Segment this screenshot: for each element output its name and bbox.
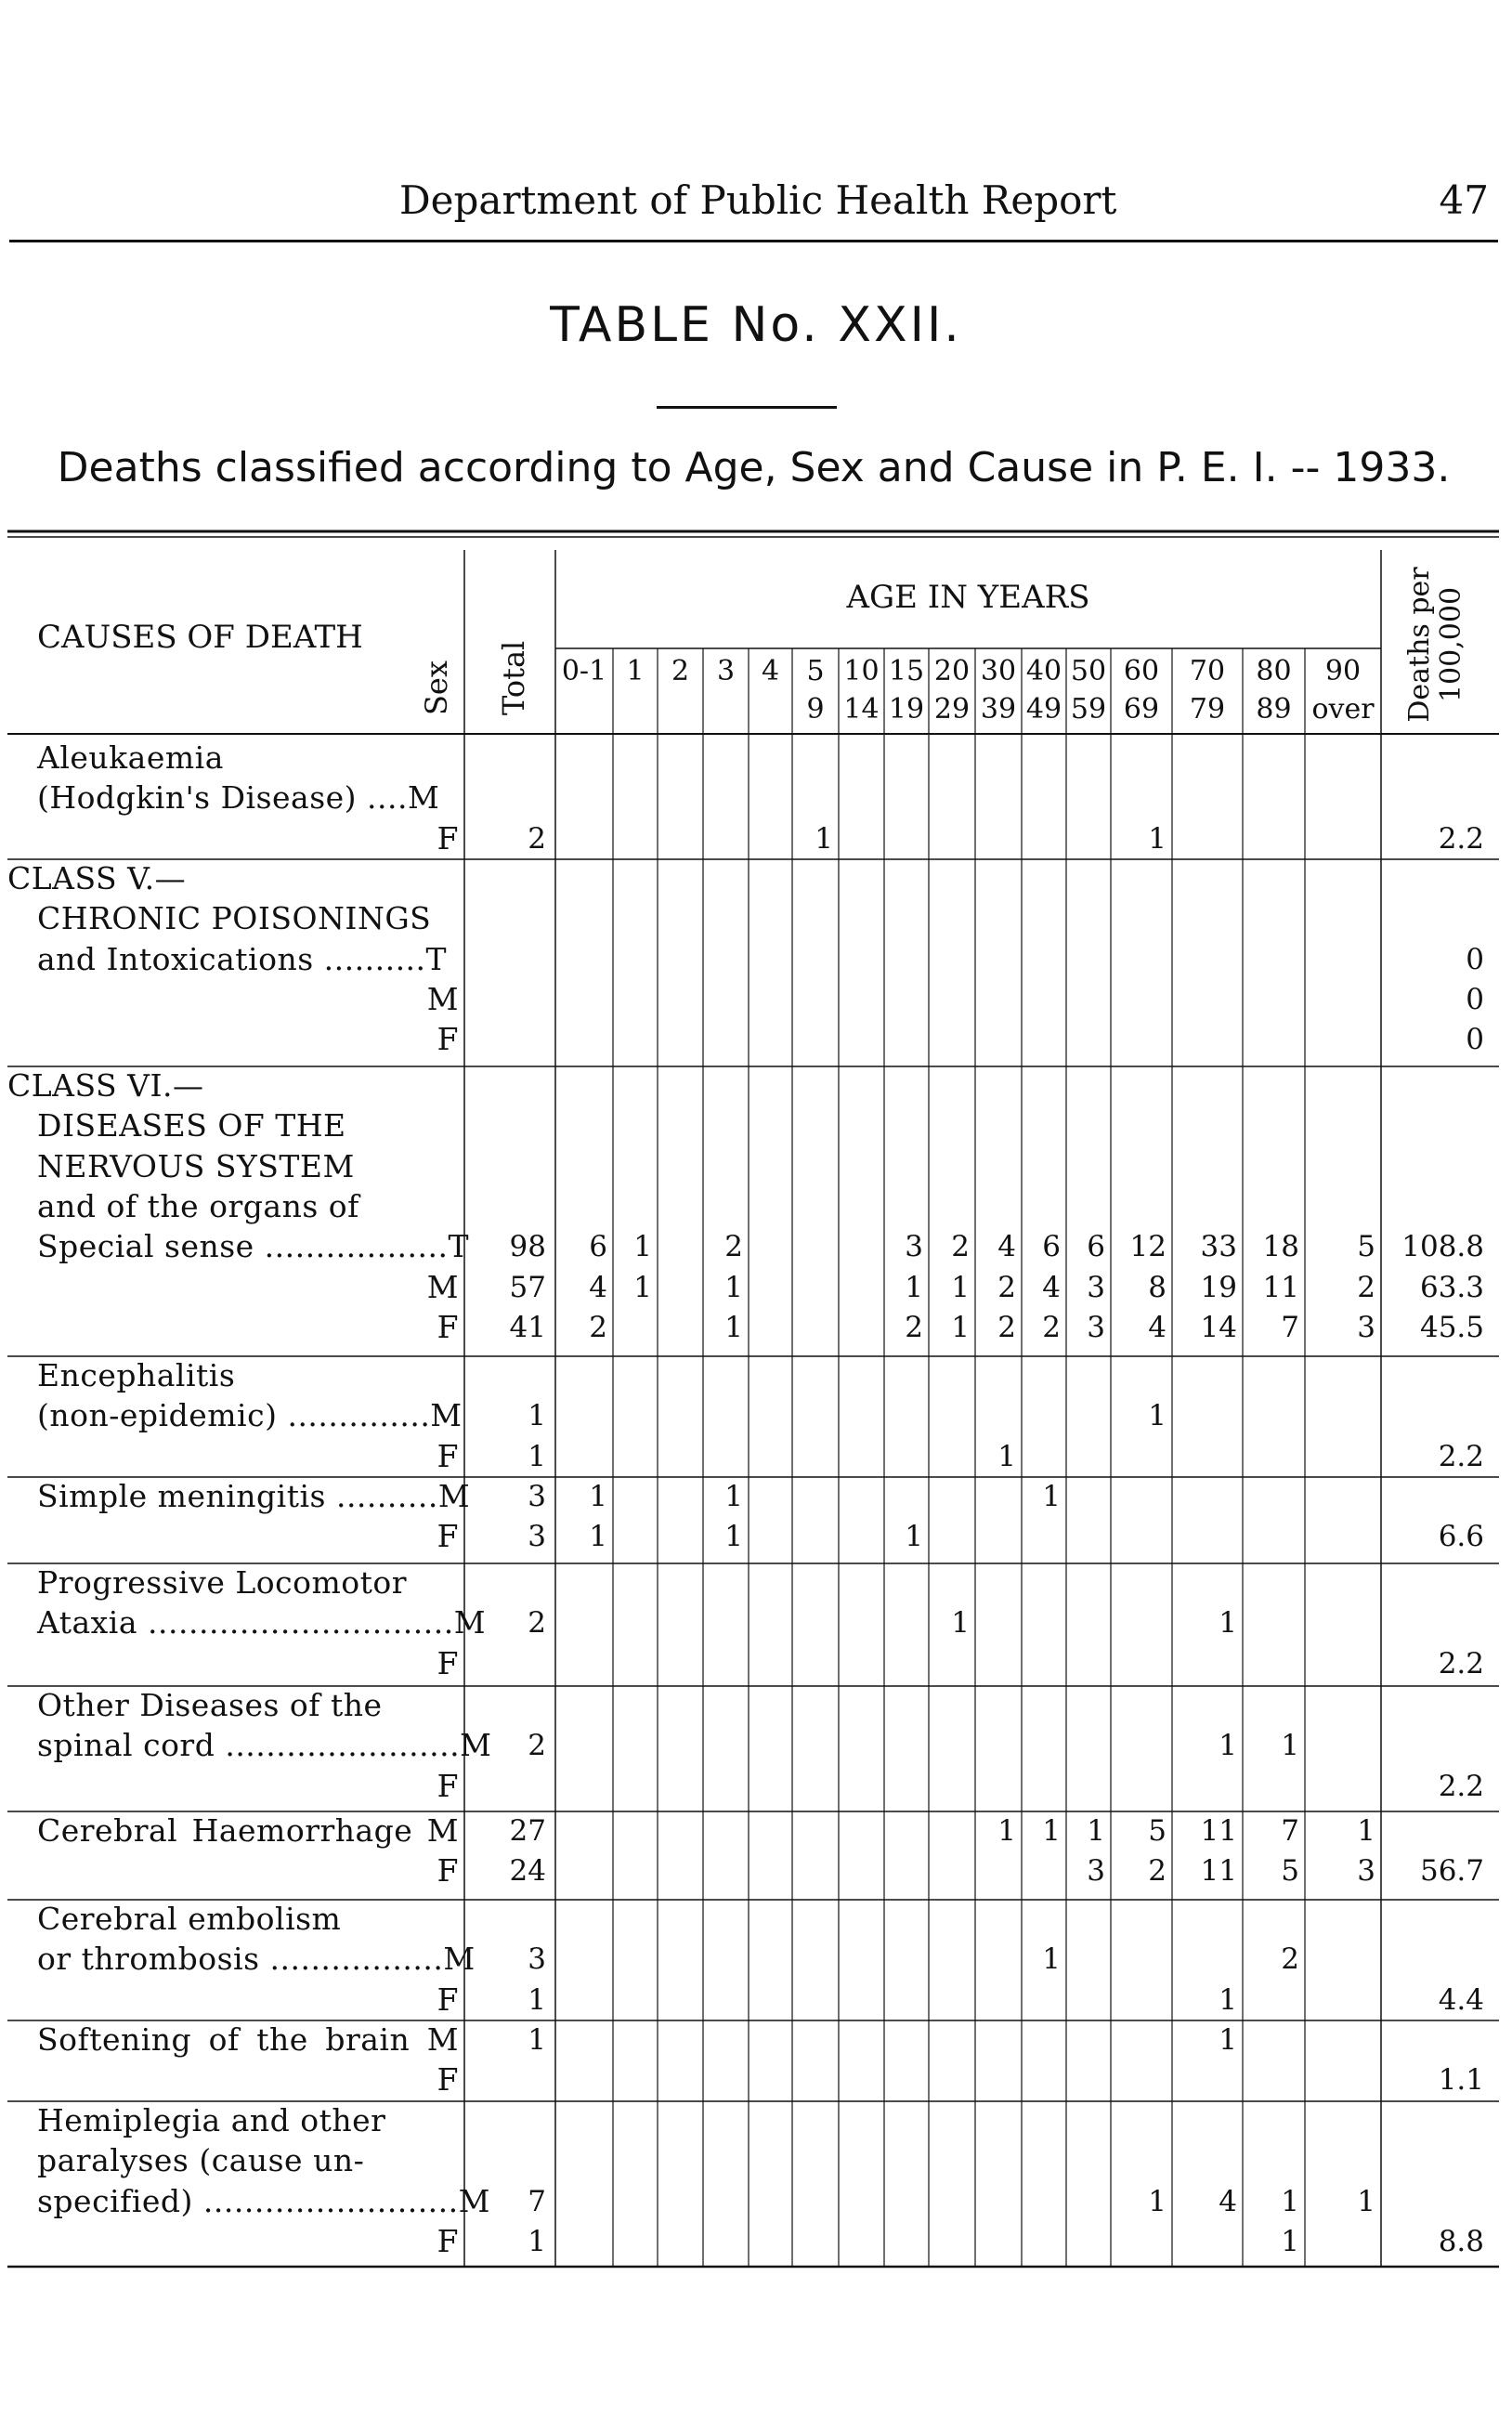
age-group-value: 1: [1281, 1729, 1299, 1763]
cause-label: CLASS VI.—: [7, 1067, 204, 1104]
sex-label: F: [437, 1644, 459, 1681]
age-group-value: 33: [1200, 1230, 1237, 1264]
cause-label: DISEASES OF THE: [37, 1107, 346, 1144]
total-value: 2: [528, 1729, 546, 1763]
cause-label: (Hodgkin's Disease) ....M: [37, 779, 440, 817]
sex-label: F: [437, 1437, 459, 1474]
age-group-value: 1: [1219, 2023, 1237, 2057]
age-group-value: 4: [1042, 1270, 1061, 1304]
age-group-header-top: 0-1: [561, 655, 607, 687]
age-group-value: 1: [724, 1520, 743, 1554]
cause-label: Progressive Locomotor: [37, 1564, 408, 1601]
cause-label: spinal cord .......................M: [37, 1727, 492, 1764]
total-value: 1: [528, 1982, 546, 2017]
sex-column-header: Sex: [419, 660, 454, 715]
age-group-header-bottom: 14: [843, 693, 880, 726]
age-group-header-top: 1: [626, 655, 645, 687]
age-group-header-bottom: 19: [888, 693, 925, 726]
age-group-value: 1: [633, 1230, 652, 1264]
sex-label: F: [437, 1852, 459, 1889]
age-group-value: 2: [1148, 1854, 1167, 1889]
rate-value: 0: [1466, 942, 1484, 976]
age-group-value: 4: [1219, 2184, 1237, 2218]
cause-label: and Intoxications ..........T: [37, 940, 448, 977]
age-group-value: 5: [1357, 1230, 1375, 1264]
age-group-value: 1: [905, 1520, 923, 1554]
total-value: 1: [528, 2224, 546, 2258]
cause-label: CLASS V.—: [7, 860, 187, 896]
cause-label: specified) .........................M: [37, 2182, 490, 2219]
page-number: 47: [1439, 177, 1489, 223]
age-group-value: 1: [1357, 1814, 1375, 1848]
age-group-header-top: 50: [1070, 655, 1107, 687]
age-group-value: 3: [1357, 1854, 1375, 1889]
cause-label: paralyses (cause un-: [37, 2142, 365, 2179]
age-group-value: 1: [1042, 1480, 1061, 1513]
age-group-value: 1: [951, 1310, 970, 1344]
sex-label: F: [437, 1518, 459, 1555]
age-group-value: 3: [1087, 1854, 1105, 1889]
age-group-value: 2: [1281, 1942, 1299, 1977]
table-subtitle: Deaths classified according to Age, Sex and Cause in P. E. I. -- 1933.: [57, 444, 1451, 491]
rate-value: 2.2: [1438, 821, 1484, 856]
age-group-value: 7: [1281, 1814, 1299, 1848]
rate-value: 2.2: [1438, 1646, 1484, 1680]
cause-label: or thrombosis .................M: [37, 1941, 476, 1978]
age-group-value: 1: [1148, 821, 1167, 856]
age-group-header-top: 5: [806, 655, 825, 687]
age-group-value: 2: [951, 1230, 970, 1264]
total-value: 57: [509, 1270, 546, 1304]
age-group-header-bottom: 39: [980, 693, 1017, 726]
age-group-value: 4: [997, 1230, 1016, 1264]
age-group-value: 4: [1148, 1310, 1167, 1344]
age-group-value: 1: [1281, 2184, 1299, 2218]
cause-label: (non-epidemic) ..............M: [37, 1397, 463, 1434]
sex-label: F: [437, 1308, 459, 1345]
rate-value: 2.2: [1438, 1769, 1484, 1803]
age-group-value: 11: [1200, 1854, 1237, 1889]
age-group-value: 1: [951, 1270, 970, 1304]
age-group-value: 1: [1042, 1942, 1061, 1977]
age-group-value: 7: [1281, 1310, 1299, 1344]
age-group-value: 14: [1200, 1310, 1237, 1344]
sex-label: M: [426, 980, 459, 1017]
cause-label: Encephalitis: [37, 1357, 236, 1393]
age-group-header-top: 10: [843, 655, 880, 687]
sex-label: F: [437, 2222, 459, 2259]
age-group-value: 1: [815, 821, 833, 856]
total-value: 1: [528, 1399, 546, 1433]
age-group-value: 12: [1129, 1230, 1167, 1264]
cause-label: Simple meningitis ..........M: [37, 1478, 471, 1514]
age-group-value: 2: [997, 1270, 1016, 1304]
age-group-header-top: 2: [671, 655, 690, 687]
age-group-header-top: 15: [888, 655, 925, 687]
age-group-value: 2: [1042, 1310, 1061, 1344]
table-title: TABLE No. XXII.: [550, 297, 962, 353]
cause-label: Cerebral embolism: [37, 1901, 342, 1937]
age-group-value: 1: [1357, 2184, 1375, 2218]
age-group-value: 11: [1262, 1270, 1299, 1304]
age-group-value: 1: [633, 1270, 652, 1304]
cause-label: Softening of the brain M: [37, 2021, 459, 2058]
age-group-value: 8: [1148, 1270, 1167, 1304]
age-group-value: 1: [589, 1520, 607, 1554]
total-value: 3: [528, 1480, 546, 1513]
total-value: 1: [528, 2023, 546, 2057]
age-group-header-bottom: 79: [1189, 693, 1226, 726]
sex-label: F: [437, 2061, 459, 2099]
age-group-value: 2: [905, 1310, 923, 1344]
cause-label: Aleukaemia: [37, 739, 224, 776]
rate-value: 0: [1466, 1023, 1484, 1057]
age-group-header-top: 4: [761, 655, 780, 687]
age-group-header-bottom: 49: [1025, 693, 1062, 726]
sex-label: F: [437, 1981, 459, 2018]
age-group-value: 1: [951, 1606, 970, 1641]
total-value: 27: [509, 1814, 546, 1848]
rate-value: 63.3: [1419, 1270, 1484, 1304]
deaths-per-100000-header: Deaths per 100,000: [1403, 567, 1467, 723]
rate-value: 56.7: [1419, 1854, 1484, 1889]
total-column-header: Total: [496, 640, 531, 715]
age-group-value: 1: [1281, 2224, 1299, 2258]
age-group-value: 6: [1042, 1230, 1061, 1264]
age-group-value: 1: [724, 1270, 743, 1304]
sex-label: F: [437, 819, 459, 856]
rate-value: 6.6: [1438, 1520, 1484, 1554]
age-group-header-bottom: 69: [1123, 693, 1160, 726]
total-value: 98: [509, 1230, 546, 1264]
sex-label: M: [426, 1268, 459, 1305]
age-group-value: 18: [1262, 1230, 1299, 1264]
age-group-value: 1: [724, 1480, 743, 1513]
cause-label: Ataxia ..............................M: [37, 1604, 486, 1641]
age-group-value: 2: [589, 1310, 607, 1344]
total-value: 2: [528, 821, 546, 856]
age-in-years-header: AGE IN YEARS: [846, 579, 1090, 616]
age-group-header-bottom: 59: [1070, 693, 1107, 726]
age-group-header-top: 70: [1189, 655, 1226, 687]
cause-label: NERVOUS SYSTEM: [37, 1147, 355, 1184]
age-group-value: 1: [589, 1480, 607, 1513]
rate-value: 0: [1466, 982, 1484, 1016]
age-group-value: 1: [1148, 1399, 1167, 1433]
age-group-header-top: 40: [1025, 655, 1062, 687]
age-group-value: 1: [1148, 2184, 1167, 2218]
cause-label: CHRONIC POISONINGS: [37, 900, 432, 937]
age-group-value: 1: [1219, 1982, 1237, 2017]
age-group-value: 1: [1219, 1606, 1237, 1641]
cause-label: and of the organs of: [37, 1187, 359, 1224]
age-group-value: 2: [997, 1310, 1016, 1344]
age-group-header-top: 30: [980, 655, 1017, 687]
age-group-value: 1: [905, 1270, 923, 1304]
age-group-header-top: 80: [1256, 655, 1292, 687]
cause-label: Hemiplegia and other: [37, 2102, 386, 2138]
age-group-header-bottom: 9: [806, 693, 825, 726]
age-group-value: 1: [997, 1439, 1016, 1473]
age-group-value: 3: [1087, 1310, 1105, 1344]
sex-label: F: [437, 1021, 459, 1058]
age-group-value: 2: [724, 1230, 743, 1264]
total-value: 24: [509, 1854, 546, 1889]
rate-value: 4.4: [1438, 1982, 1484, 2017]
cause-label: Cerebral Haemorrhage M: [37, 1812, 459, 1849]
total-value: 3: [528, 1942, 546, 1977]
age-group-value: 3: [1357, 1310, 1375, 1344]
age-group-value: 3: [905, 1230, 923, 1264]
rate-value: 45.5: [1419, 1310, 1484, 1344]
total-value: 1: [528, 1439, 546, 1473]
total-value: 2: [528, 1606, 546, 1641]
sex-label: F: [437, 1767, 459, 1804]
age-group-value: 1: [724, 1310, 743, 1344]
age-group-header-top: 3: [716, 655, 736, 687]
age-group-value: 5: [1281, 1854, 1299, 1889]
age-group-value: 11: [1200, 1814, 1237, 1848]
cause-label: Special sense ..................T: [37, 1228, 470, 1265]
causes-of-death-header: CAUSES OF DEATH: [37, 619, 363, 656]
age-group-value: 1: [1042, 1814, 1061, 1848]
age-group-header-bottom: over: [1311, 693, 1375, 726]
total-value: 7: [528, 2184, 546, 2218]
rate-value: 2.2: [1438, 1439, 1484, 1473]
age-group-value: 19: [1200, 1270, 1237, 1304]
age-group-value: 6: [589, 1230, 607, 1264]
age-group-value: 1: [1219, 1729, 1237, 1763]
age-group-header-bottom: 29: [933, 693, 971, 726]
age-group-header-top: 60: [1123, 655, 1160, 687]
age-group-header-top: 20: [933, 655, 971, 687]
age-group-value: 6: [1087, 1230, 1105, 1264]
age-group-value: 5: [1148, 1814, 1167, 1848]
age-group-value: 3: [1087, 1270, 1105, 1304]
age-group-value: 1: [997, 1814, 1016, 1848]
age-group-value: 1: [1087, 1814, 1105, 1848]
rate-value: 108.8: [1401, 1230, 1484, 1264]
rate-value: 8.8: [1438, 2224, 1484, 2258]
total-value: 41: [509, 1310, 546, 1344]
total-value: 3: [528, 1520, 546, 1554]
rate-value: 1.1: [1438, 2063, 1484, 2098]
running-title: Department of Public Health Report: [399, 177, 1117, 223]
age-group-value: 4: [589, 1270, 607, 1304]
cause-label: Other Diseases of the: [37, 1687, 383, 1723]
age-group-header-top: 90: [1324, 655, 1362, 687]
age-group-header-bottom: 89: [1256, 693, 1292, 726]
age-group-value: 2: [1357, 1270, 1375, 1304]
